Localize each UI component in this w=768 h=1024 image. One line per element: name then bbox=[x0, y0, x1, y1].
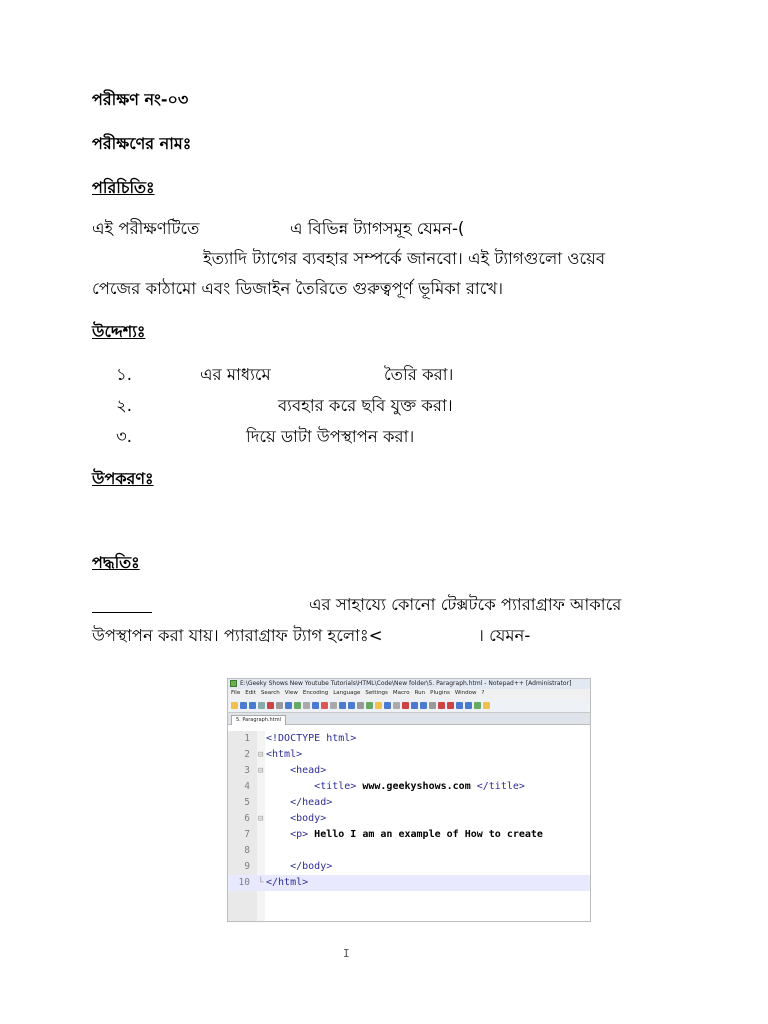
objective-2-text: ব্যবহার করে ছবি যুক্ত করা। bbox=[278, 396, 453, 415]
editor-titlebar bbox=[228, 679, 590, 689]
objective-3-number: ৩. bbox=[116, 427, 132, 446]
menu-item: Run bbox=[414, 690, 426, 696]
code-text: </html> bbox=[266, 877, 309, 888]
toolbar-button-icon bbox=[483, 702, 490, 709]
code-line bbox=[228, 843, 590, 859]
experiment-number: পরীক্ষণ নং-০৩ bbox=[92, 90, 189, 109]
code-text: <p> Hello I am an example of How to create bbox=[290, 829, 543, 840]
line-number: 6 bbox=[244, 813, 250, 824]
toolbar-button-icon bbox=[249, 702, 256, 709]
intro-heading: পরিচিতিঃ bbox=[92, 178, 155, 197]
code-line bbox=[228, 827, 590, 843]
menu-item: Window bbox=[454, 690, 477, 696]
code-line bbox=[228, 731, 590, 747]
toolbar-button-icon bbox=[258, 702, 265, 709]
toolbar-button-icon bbox=[411, 702, 418, 709]
toolbar-button-icon bbox=[438, 702, 445, 709]
line-number: 10 bbox=[238, 877, 250, 888]
menu-item: View bbox=[284, 690, 298, 696]
objective-1-text-a: এর মাধ্যমে bbox=[200, 365, 271, 384]
toolbar-button-icon bbox=[231, 702, 238, 709]
toolbar-button-icon bbox=[375, 702, 382, 709]
code-area bbox=[228, 731, 590, 960]
toolbar-button-icon bbox=[465, 702, 472, 709]
toolbar-button-icon bbox=[456, 702, 463, 709]
toolbar-button-icon bbox=[303, 702, 310, 709]
editor-menubar bbox=[228, 689, 590, 698]
menu-item: Encoding bbox=[302, 690, 329, 696]
method-line2-end: । যেমন- bbox=[478, 626, 531, 645]
code-text: <html> bbox=[266, 749, 303, 760]
objective-1-text-b: তৈরি করা। bbox=[384, 365, 454, 384]
method-line1: এর সাহায্যে কোনো টেক্সটকে প্যারাগ্রাফ আকারে bbox=[309, 595, 622, 614]
code-line bbox=[228, 811, 590, 827]
toolbar-button-icon bbox=[447, 702, 454, 709]
toolbar-button-icon bbox=[348, 702, 355, 709]
editor-window-title: E:\Geeky Shows New Youtube Tutorials\HTML\Code\New folder\5. Paragraph.html - Notepad++ [Administrator] bbox=[240, 680, 572, 687]
toolbar-button-icon bbox=[384, 702, 391, 709]
intro-line2: ইত্যাদি ট্যাগের ব্যবহার সম্পর্কে জানবো। এই ট্যাগগুলো ওয়েব bbox=[203, 249, 606, 268]
objective-3-text: দিয়ে ডাটা উপস্থাপন করা। bbox=[246, 427, 415, 446]
method-line2-start: উপস্থাপন করা যায়। প্যারাগ্রাফ ট্যাগ হলোঃ< bbox=[92, 626, 383, 645]
code-text: <!DOCTYPE html> bbox=[266, 733, 357, 744]
menu-item: Plugins bbox=[430, 690, 450, 696]
code-line bbox=[228, 795, 590, 811]
line-number: 9 bbox=[244, 861, 250, 872]
menu-item: Language bbox=[333, 690, 361, 696]
line-number: 8 bbox=[244, 845, 250, 856]
toolbar-button-icon bbox=[357, 702, 364, 709]
objective-2-number: ২. bbox=[116, 396, 132, 415]
fold-marker-icon: ⊟ bbox=[258, 750, 264, 760]
toolbar-button-icon bbox=[393, 702, 400, 709]
toolbar-button-icon bbox=[312, 702, 319, 709]
code-text: </body> bbox=[290, 861, 333, 872]
fold-marker-icon: ⊟ bbox=[258, 814, 264, 824]
code-text: <title> www.geekyshows.com </title> bbox=[314, 781, 525, 792]
objectives-heading: উদ্দেশ্যঃ bbox=[92, 322, 146, 341]
line-number: 3 bbox=[244, 765, 250, 776]
toolbar-button-icon bbox=[339, 702, 346, 709]
toolbar-button-icon bbox=[366, 702, 373, 709]
code-text: <body> bbox=[290, 813, 327, 824]
code-editor-screenshot bbox=[227, 678, 591, 960]
editor-tabbar bbox=[228, 713, 590, 725]
toolbar-button-icon bbox=[420, 702, 427, 709]
text-cursor-icon: I bbox=[343, 947, 350, 960]
code-text: </head> bbox=[290, 797, 333, 808]
toolbar-button-icon bbox=[294, 702, 301, 709]
toolbar-button-icon bbox=[267, 702, 274, 709]
code-text: <head> bbox=[290, 765, 327, 776]
toolbar-button-icon bbox=[474, 702, 481, 709]
notepad-app-icon bbox=[230, 680, 237, 687]
intro-line1-end: এ বিভিন্ন ট্যাগসমূহ যেমন-( bbox=[290, 219, 465, 238]
editor-toolbar bbox=[228, 698, 590, 713]
editor-tab: 5. Paragraph.html bbox=[231, 715, 286, 725]
menu-item: Settings bbox=[365, 690, 388, 696]
fold-marker-icon: └ bbox=[258, 878, 264, 888]
fill-in-blank-line bbox=[92, 612, 152, 613]
line-number: 1 bbox=[244, 733, 250, 744]
experiment-name-label: পরীক্ষণের নামঃ bbox=[92, 134, 192, 153]
code-line bbox=[228, 747, 590, 763]
menu-item: Macro bbox=[392, 690, 410, 696]
toolbar-button-icon bbox=[276, 702, 283, 709]
line-number: 5 bbox=[244, 797, 250, 808]
line-number: 7 bbox=[244, 829, 250, 840]
intro-line3: পেজের কাঠামো এবং ডিজাইন তৈরিতে গুরুত্বপূর্ণ ভূমিকা রাখে। bbox=[92, 279, 504, 298]
method-heading: পদ্ধতিঃ bbox=[92, 553, 140, 572]
objective-1-number: ১. bbox=[116, 365, 132, 384]
code-line bbox=[228, 875, 590, 891]
code-line bbox=[228, 779, 590, 795]
line-number: 4 bbox=[244, 781, 250, 792]
toolbar-button-icon bbox=[429, 702, 436, 709]
line-number: 2 bbox=[244, 749, 250, 760]
menu-item: ? bbox=[481, 690, 485, 696]
code-line bbox=[228, 859, 590, 875]
menu-item: Edit bbox=[245, 690, 256, 696]
menu-item: Search bbox=[260, 690, 280, 696]
intro-line1-start: এই পরীক্ষণটিতে bbox=[92, 219, 200, 238]
equipment-heading: উপকরণঃ bbox=[92, 469, 154, 488]
toolbar-button-icon bbox=[402, 702, 409, 709]
toolbar-button-icon bbox=[285, 702, 292, 709]
toolbar-button-icon bbox=[321, 702, 328, 709]
fold-marker-icon: ⊟ bbox=[258, 766, 264, 776]
toolbar-button-icon bbox=[240, 702, 247, 709]
menu-item: File bbox=[231, 690, 241, 696]
toolbar-button-icon bbox=[330, 702, 337, 709]
code-line bbox=[228, 763, 590, 779]
